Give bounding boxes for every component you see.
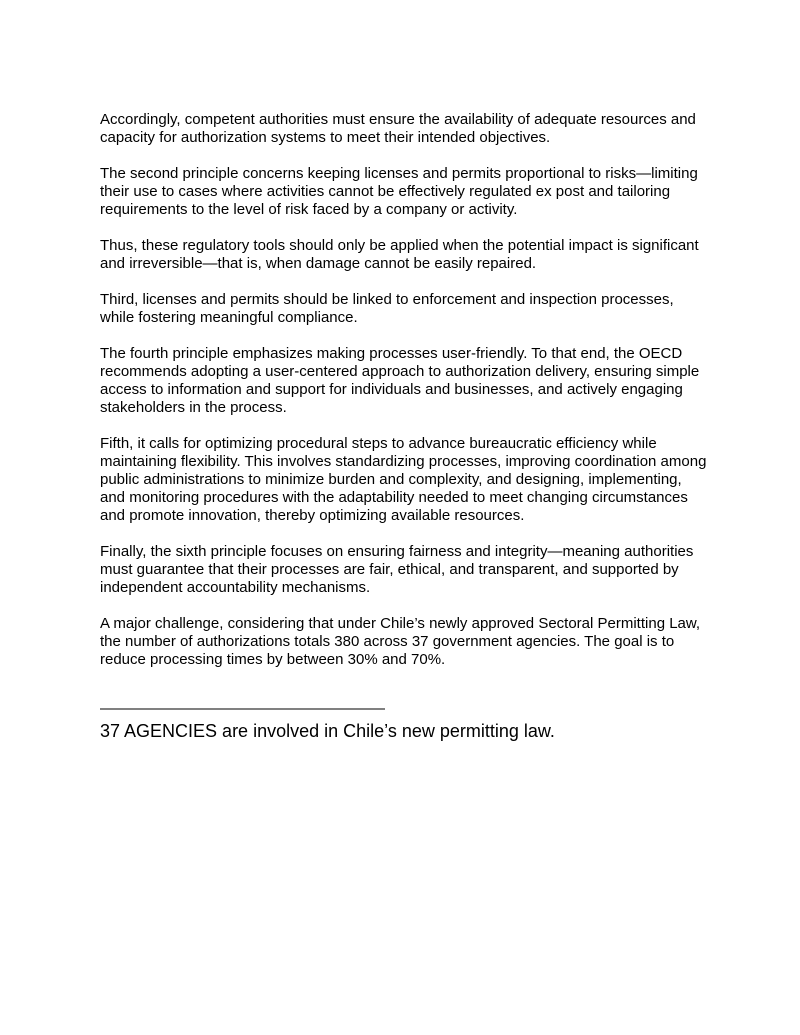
paragraph-third-principle: Third, licenses and permits should be linked to enforcement and inspection processes, while fostering meaningful compliance. bbox=[100, 291, 674, 326]
document-body bbox=[100, 111, 710, 743]
paragraph-fifth-principle: Fifth, it calls for optimizing procedural steps to advance bureaucratic efficiency while maintaining flexibility. This involves standardizing processes, improving coordination among public administrations to minimize burden and complexity, and designing, implementing, and monitoring procedures with the adaptability needed to meet changing circumstances and promote innovation, thereby optimizing available resources. bbox=[100, 435, 707, 524]
paragraph-fourth-principle: The fourth principle emphasizes making processes user-friendly. To that end, the OECD recommends adopting a user-centered approach to authorization delivery, ensuring simple access to information and support for individuals and businesses, and actively engaging stakeholders in the process. bbox=[100, 345, 700, 416]
callout-text: 37 AGENCIES are involved in Chile’s new permitting law. bbox=[100, 721, 555, 741]
paragraph-sixth-principle: Finally, the sixth principle focuses on ensuring fairness and integrity—meaning authorities must guarantee that their processes are fair, ethical, and transparent, and supported by independent accountability mechanisms. bbox=[100, 543, 694, 596]
paragraph-major-challenge: A major challenge, considering that under Chile’s newly approved Sectoral Permitting Law, the number of authorizations totals 380 across 37 government agencies. The goal is to reduce processing times by between 30% and 70%. bbox=[100, 615, 701, 668]
separator-rule: ——————————————————— bbox=[100, 700, 385, 717]
paragraph-resources: Accordingly, competent authorities must ensure the availability of adequate resources and capacity for authorization systems to meet their intended objectives. bbox=[100, 111, 696, 146]
paragraph-regulatory-tools: Thus, these regulatory tools should only be applied when the potential impact is significant and irreversible—that is, when damage cannot be easily repaired. bbox=[100, 237, 699, 272]
paragraph-second-principle: The second principle concerns keeping licenses and permits proportional to risks—limiting their use to cases where activities cannot be effectively regulated ex post and tailoring requirements to the level of risk faced by a company or activity. bbox=[100, 165, 698, 218]
